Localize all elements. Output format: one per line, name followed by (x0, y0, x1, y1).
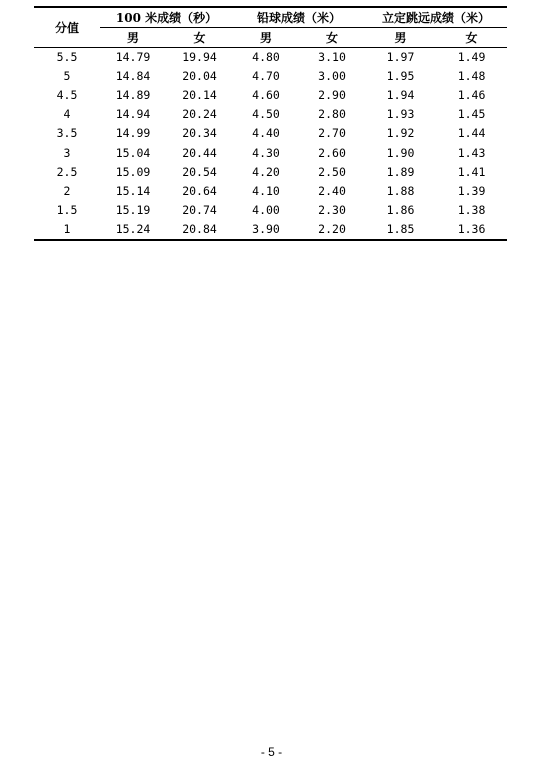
cell-shot-put-female: 3.00 (318, 69, 346, 84)
cell-long-jump-female: 1.49 (457, 50, 486, 65)
cell-long-jump-male: 1.93 (386, 107, 415, 122)
page-number: - 5 - (260, 745, 283, 759)
cell-score: 5.5 (56, 50, 78, 65)
cell-shot-put-male: 4.30 (252, 145, 280, 160)
cell-100m-male: 14.89 (115, 88, 151, 103)
cell-100m-male: 14.94 (115, 107, 151, 122)
cell-long-jump-male: 1.90 (386, 145, 415, 160)
header-group-row (34, 7, 507, 28)
cell-shot-put-male: 4.40 (252, 126, 280, 141)
cell-shot-put-female: 2.30 (318, 202, 346, 217)
group-header-shot-put: 铅球成绩（米） (257, 11, 342, 25)
cell-100m-female: 20.34 (182, 126, 217, 141)
cell-long-jump-male: 1.88 (386, 183, 415, 198)
cell-100m-male: 15.09 (115, 164, 151, 179)
cell-100m-female: 19.94 (182, 50, 217, 65)
cell-score: 3.5 (56, 126, 78, 141)
cell-shot-put-female: 2.80 (318, 107, 346, 122)
cell-100m-male: 15.14 (115, 183, 151, 198)
cell-shot-put-female: 2.60 (318, 145, 346, 160)
table-row (34, 105, 507, 124)
cell-shot-put-male: 4.20 (252, 164, 280, 179)
cell-100m-female: 20.24 (182, 107, 217, 122)
header-gender-row (34, 28, 507, 48)
cell-score: 1 (34, 220, 100, 240)
cell-long-jump-female: 1.46 (457, 88, 486, 103)
cell-100m-male: 14.99 (115, 126, 151, 141)
cell-long-jump-female: 1.43 (457, 145, 486, 160)
cell-score: 1.5 (56, 202, 78, 217)
cell-score: 2.5 (56, 164, 78, 179)
group-header-100m: 100 米成绩（秒） (115, 11, 218, 25)
cell-long-jump-female: 1.41 (457, 164, 486, 179)
score-table (34, 6, 507, 241)
table-row (34, 124, 507, 143)
table-row (34, 48, 507, 68)
cell-100m-female: 20.14 (182, 88, 217, 103)
table-row (34, 220, 507, 240)
cell-long-jump-male: 1.85 (365, 220, 436, 240)
cell-100m-female: 20.84 (166, 220, 233, 240)
cell-100m-male: 15.04 (115, 145, 151, 160)
cell-100m-male: 14.79 (115, 50, 151, 65)
table-row (34, 201, 507, 220)
cell-score: 4.5 (56, 88, 78, 103)
gender-header-shot-put-male: 男 (260, 31, 273, 45)
table-row (34, 182, 507, 201)
cell-100m-female: 20.74 (182, 202, 217, 217)
cell-score: 2 (63, 183, 71, 198)
gender-header-shot-put-female: 女 (326, 31, 339, 45)
cell-shot-put-male: 4.70 (252, 69, 280, 84)
cell-long-jump-female: 1.45 (457, 107, 486, 122)
score-column-header: 分值 (34, 7, 100, 48)
cell-long-jump-female: 1.48 (457, 69, 486, 84)
cell-long-jump-female: 1.38 (457, 202, 486, 217)
cell-long-jump-male: 1.95 (386, 69, 415, 84)
cell-shot-put-female: 3.10 (318, 50, 346, 65)
cell-shot-put-male: 4.00 (252, 202, 280, 217)
score-table-body (34, 48, 507, 240)
cell-shot-put-female: 2.40 (318, 183, 346, 198)
cell-score: 4 (63, 107, 71, 122)
cell-100m-male: 14.84 (115, 69, 151, 84)
table-row (34, 163, 507, 182)
gender-header-long-jump-female: 女 (465, 31, 478, 45)
cell-shot-put-male: 4.60 (252, 88, 280, 103)
cell-shot-put-female: 2.20 (299, 220, 365, 240)
table-row (34, 86, 507, 105)
cell-shot-put-female: 2.50 (318, 164, 346, 179)
cell-long-jump-male: 1.94 (386, 88, 415, 103)
cell-shot-put-male: 4.50 (252, 107, 280, 122)
cell-100m-female: 20.64 (182, 183, 217, 198)
cell-score: 3 (63, 145, 71, 160)
table-row (34, 143, 507, 162)
cell-long-jump-male: 1.92 (386, 126, 415, 141)
gender-header-100m-female: 女 (193, 31, 206, 45)
cell-shot-put-male: 4.80 (252, 50, 280, 65)
cell-long-jump-male: 1.86 (386, 202, 415, 217)
cell-shot-put-male: 4.10 (252, 183, 280, 198)
cell-long-jump-female: 1.39 (457, 183, 486, 198)
cell-100m-female: 20.54 (182, 164, 217, 179)
cell-100m-male: 15.24 (100, 220, 166, 240)
cell-shot-put-female: 2.90 (318, 88, 346, 103)
cell-long-jump-male: 1.97 (386, 50, 415, 65)
cell-shot-put-male: 3.90 (233, 220, 299, 240)
cell-score: 5 (63, 69, 71, 84)
cell-100m-male: 15.19 (115, 202, 151, 217)
table-row (34, 67, 507, 86)
gender-header-100m-male: 男 (126, 31, 139, 45)
cell-100m-female: 20.44 (182, 145, 217, 160)
group-header-standing-long-jump: 立定跳远成绩（米） (382, 11, 491, 25)
cell-long-jump-female: 1.44 (457, 126, 486, 141)
cell-100m-female: 20.04 (182, 69, 217, 84)
cell-long-jump-male: 1.89 (386, 164, 415, 179)
cell-shot-put-female: 2.70 (318, 126, 346, 141)
cell-long-jump-female: 1.36 (436, 220, 507, 240)
gender-header-long-jump-male: 男 (394, 31, 407, 45)
